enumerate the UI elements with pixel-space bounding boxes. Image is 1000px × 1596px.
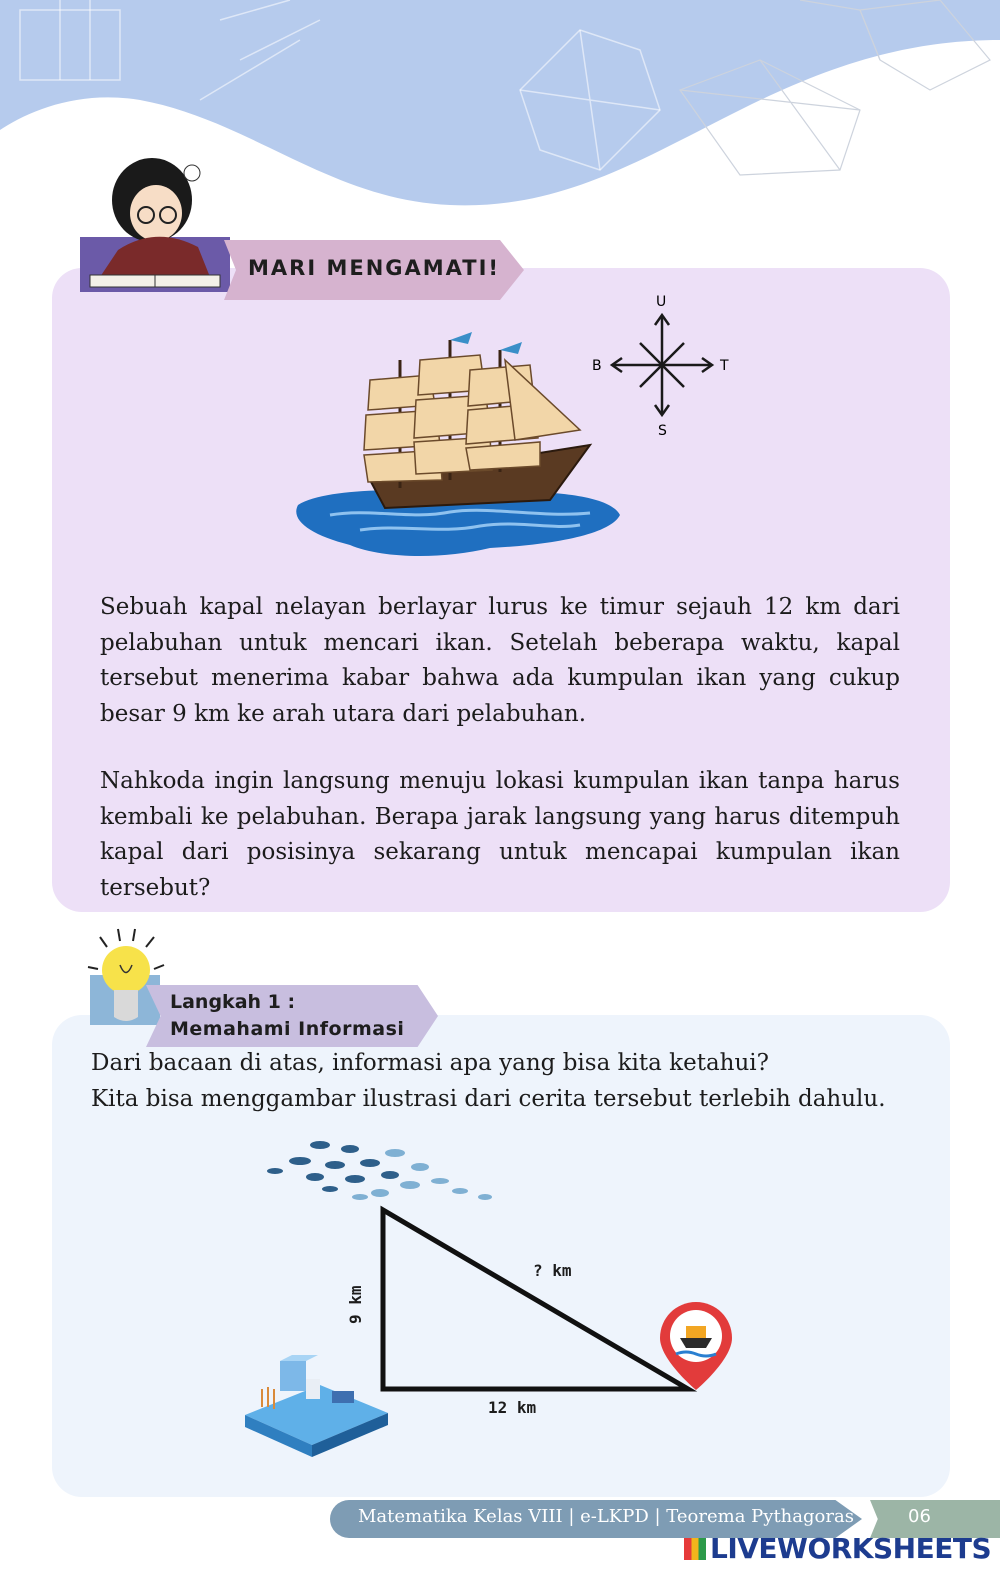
hypotenuse-label: ? km xyxy=(533,1261,572,1280)
compass-north-label: U xyxy=(656,294,667,310)
step-ribbon xyxy=(146,985,438,1047)
horizontal-side-label: 12 km xyxy=(488,1398,537,1417)
step-instruction-1: Dari bacaan di atas, informasi apa yang bisa kita ketahui? xyxy=(91,1050,769,1076)
harbor-illustration xyxy=(240,1345,390,1460)
observe-title: MARI MENGAMATI! xyxy=(248,256,500,280)
observe-ribbon xyxy=(224,240,524,300)
story-paragraph-2: Nahkoda ingin langsung menuju lokasi kumpulan ikan tanpa harus kembali ke pelabuhan. Berapa jarak langsung yang harus ditempuh kapal dari posisinya sekarang untuk mencapai kumpulan ikan tersebut? xyxy=(100,768,900,901)
fish-school-illustration xyxy=(260,1135,500,1210)
footer-title: Matematika Kelas VIII | e-LKPD | Teorema Pythagoras xyxy=(358,1506,854,1527)
compass-rose xyxy=(590,290,740,440)
liveworksheets-brand-text: LIVEWORKSHEETS xyxy=(710,1532,992,1565)
compass-east-label: T xyxy=(720,358,729,374)
vertical-side-label: 9 km xyxy=(346,1285,365,1324)
step-title-line1: Langkah 1 : xyxy=(170,991,296,1013)
ship-location-pin-icon xyxy=(656,1300,736,1392)
compass-west-label: B xyxy=(592,358,602,374)
story-paragraph-1: Sebuah kapal nelayan berlayar lurus ke timur sejauh 12 km dari pelabuhan untuk mencari ikan. Setelah beberapa waktu, kapal tersebut menerima kabar bahwa ada kumpulan ikan yang cukup besar 9 km ke arah utara dari pelabuhan. xyxy=(100,594,900,727)
compass-south-label: S xyxy=(658,423,667,439)
liveworksheets-logo-icon xyxy=(684,1538,706,1560)
reading-girl-illustration xyxy=(80,155,230,295)
right-triangle-diagram xyxy=(370,1200,700,1400)
liveworksheets-logo[interactable] xyxy=(684,1532,991,1565)
sailing-ship-illustration xyxy=(290,320,630,565)
step-title-line2: Memahami Informasi xyxy=(170,1018,405,1040)
page-number: 06 xyxy=(908,1506,931,1527)
step-instruction-2: Kita bisa menggambar ilustrasi dari cerita tersebut terlebih dahulu. xyxy=(91,1086,886,1112)
